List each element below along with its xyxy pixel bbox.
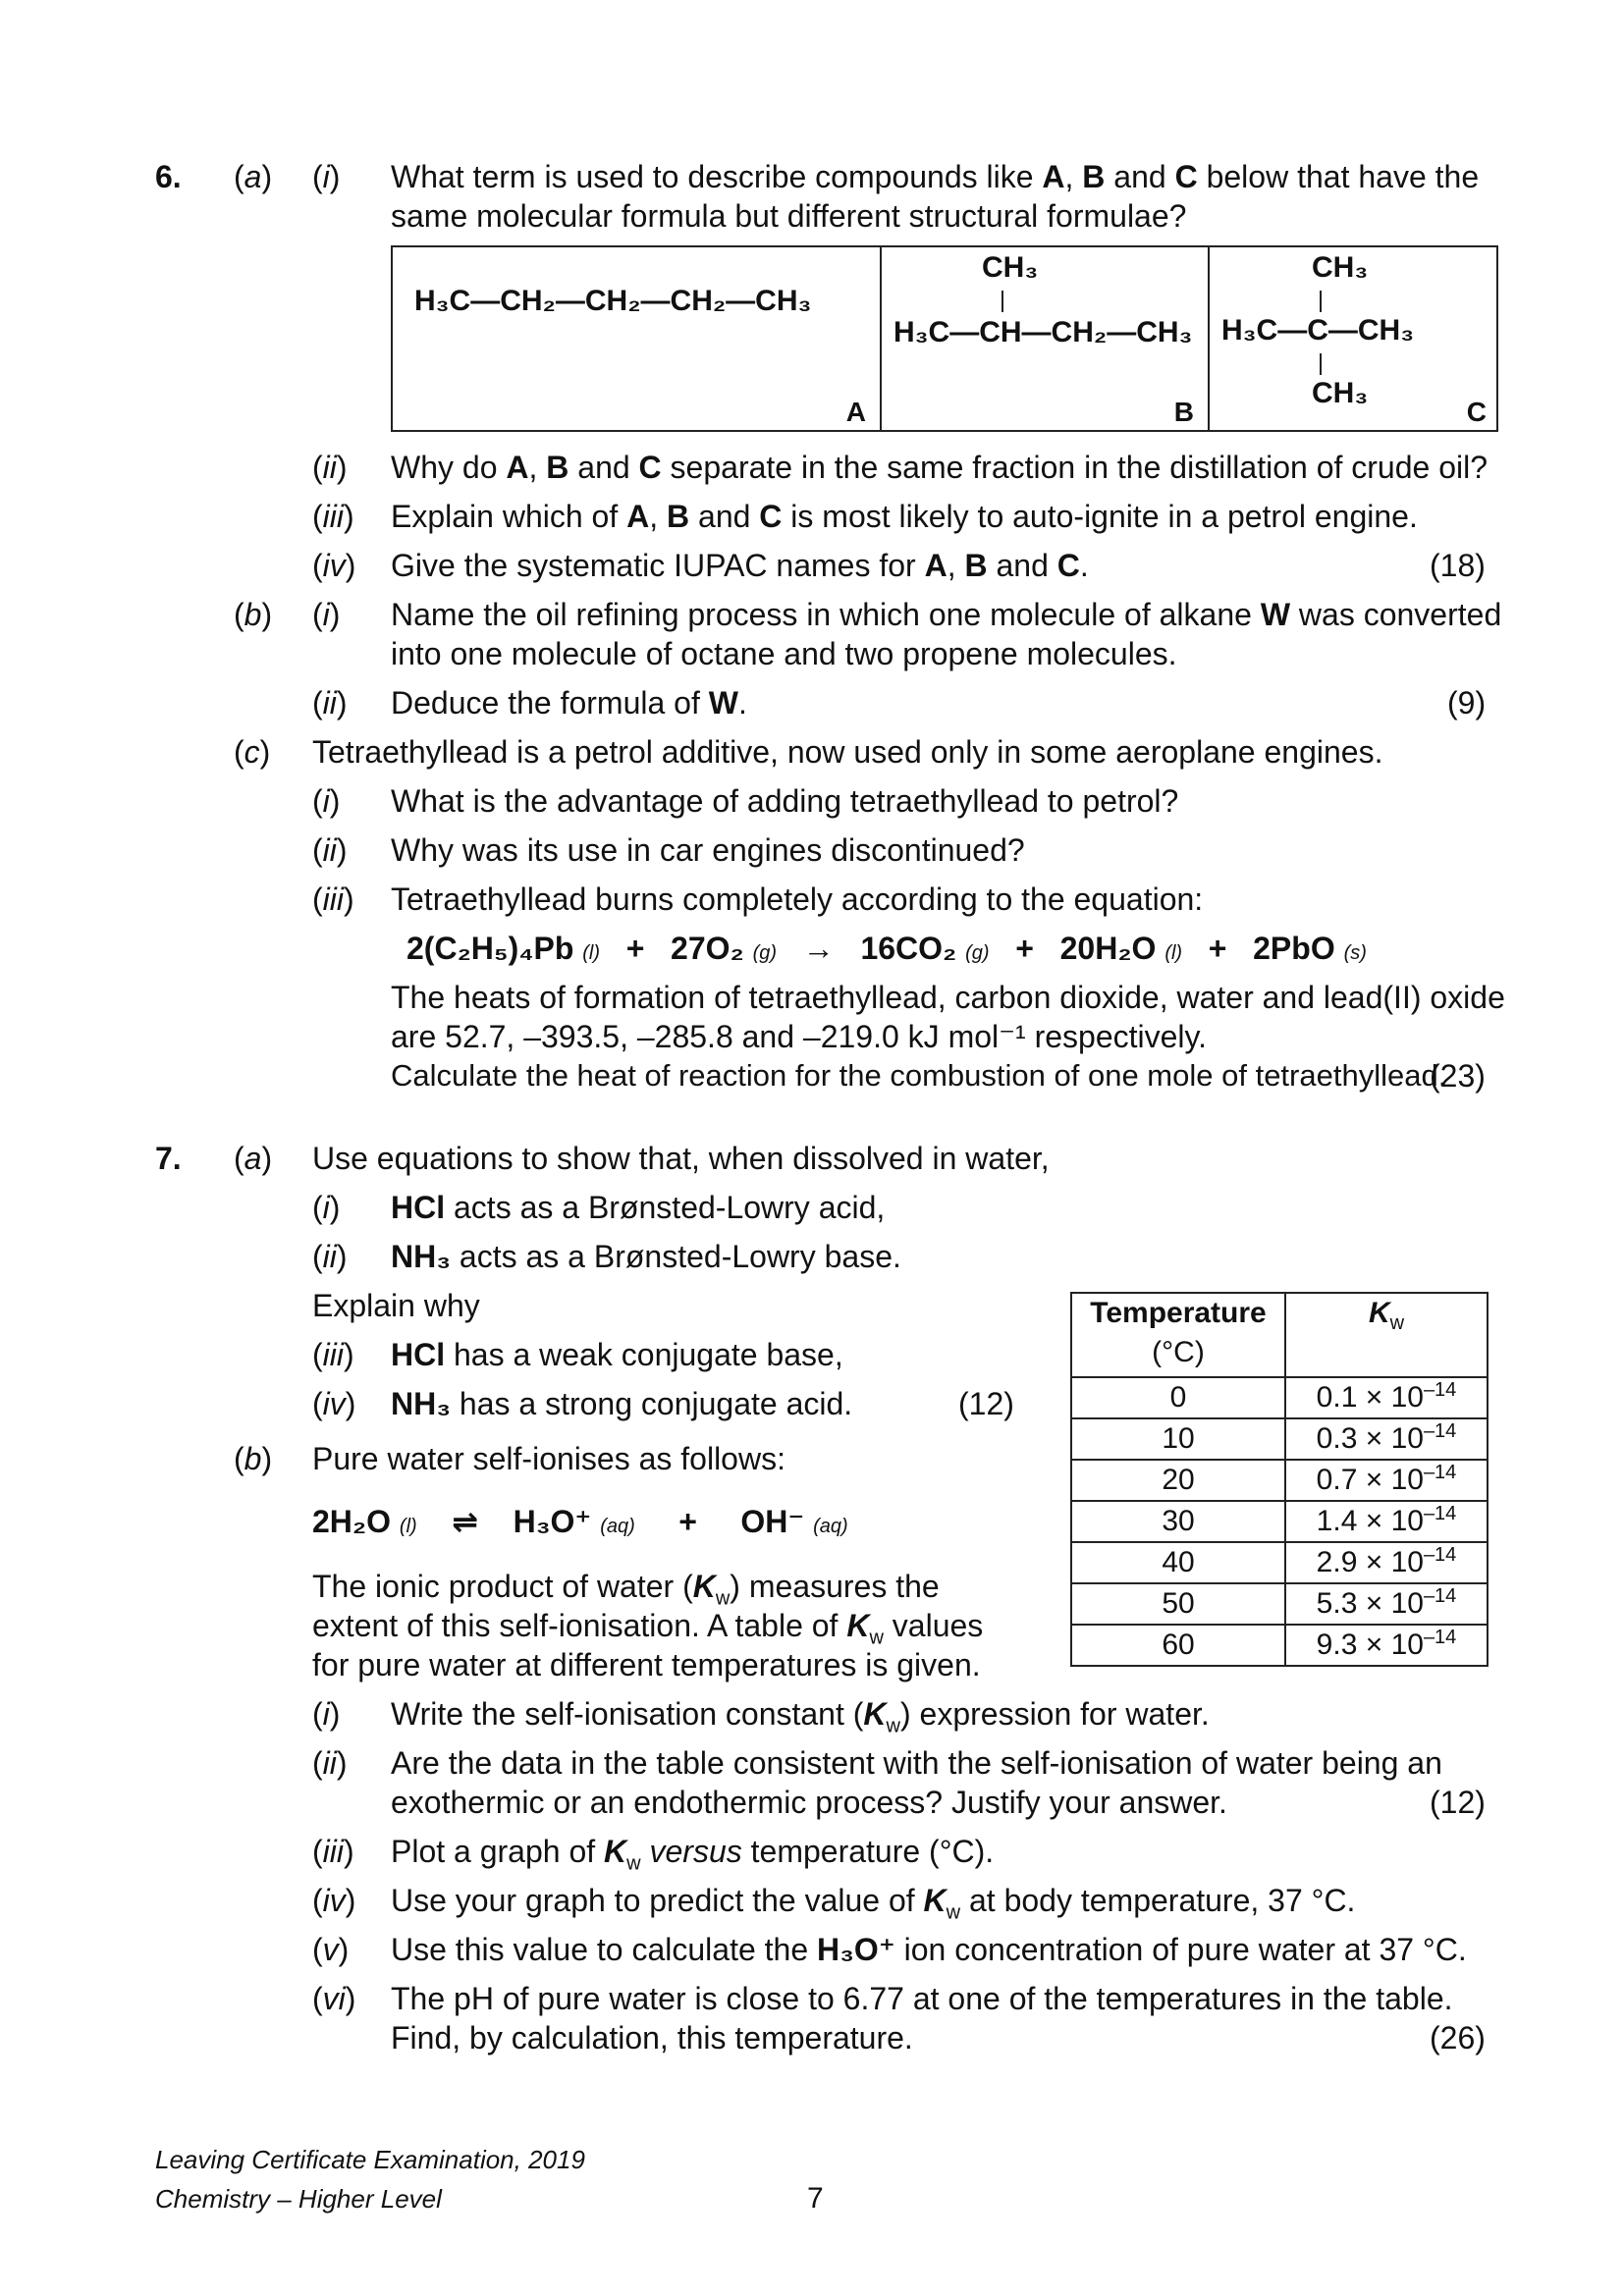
- q6c-label: (c): [234, 734, 271, 770]
- q7bii-line1: Are the data in the table consistent with the self-ionisation of water being an: [391, 1745, 1442, 1781]
- q7a-marks: (12): [958, 1386, 1014, 1421]
- q7b-para1: The ionic product of water $(K_w)$ measures the: [312, 1569, 940, 1610]
- temp-cell: 10: [1071, 1418, 1285, 1460]
- q7b-para3: for pure water at different temperatures is given.: [312, 1647, 981, 1682]
- bond-line: [1320, 291, 1322, 312]
- q7b-intro: Pure water self-ionises as follows:: [312, 1441, 785, 1476]
- q6a-label: (a): [234, 159, 273, 194]
- q6c-intro: Tetraethyllead is a petrol additive, now used only in some aeroplane engines.: [312, 734, 1383, 770]
- footer-subject: Chemistry – Higher Level: [155, 2184, 442, 2214]
- structures-table: [391, 245, 1498, 432]
- structure-a-cell: [393, 247, 882, 430]
- structure-b-formula: H₃C—CH—CH₂—CH₃: [893, 316, 1193, 348]
- q6aiv-label: (iv): [312, 548, 356, 583]
- q6ciii-text: Tetraethyllead burns completely according to the equation:: [391, 881, 1204, 917]
- structure-c-cell: [1210, 247, 1500, 430]
- q6aii-text: Why do A, B and C separate in the same fraction in the distillation of crude oil?: [391, 450, 1489, 485]
- temp-cell: 60: [1071, 1625, 1285, 1666]
- footer-exam-title: Leaving Certificate Examination, 2019: [155, 2145, 585, 2174]
- structure-c-label: C: [1466, 397, 1487, 427]
- page-number: 7: [807, 2182, 824, 2215]
- q6bi-line1: Name the oil refining process in which one molecule of alkane W was converted: [391, 597, 1502, 632]
- q6bii-label: (ii): [312, 685, 348, 721]
- q7aiv-label: (iv): [312, 1386, 356, 1421]
- kw-cell: $0.7 \times 10^{-14}$: [1285, 1460, 1488, 1501]
- q7a-intro: Use equations to show that, when dissolved in water,: [312, 1141, 1050, 1176]
- self-ionisation-equation: 2H₂O (l) ⇌ H₃O⁺ (aq) + OH⁻ (aq): [312, 1504, 848, 1539]
- table-row: [1071, 1460, 1488, 1501]
- q7biv-text: Use your graph to predict the value of $K_w$ at body temperature, 37 °C.: [391, 1883, 1356, 1924]
- q7aiii-label: (iii): [312, 1337, 354, 1372]
- q7ai-text: HCl acts as a Brønsted-Lowry acid,: [391, 1190, 886, 1225]
- q6ai-line1: What term is used to describe compounds like A, B and C below that have the: [391, 159, 1480, 194]
- q7bv-text: Use this value to calculate the H₃O⁺ ion concentration of pure water at 37 °C.: [391, 1932, 1467, 1967]
- temp-cell: 0: [1071, 1377, 1285, 1418]
- q6c-para1: The heats of formation of tetraethyllead, carbon dioxide, water and lead(II) oxide: [391, 980, 1505, 1015]
- q7aii-label: (ii): [312, 1239, 348, 1274]
- kw-header: $K_w$: [1285, 1293, 1488, 1377]
- q6ai-line2: same molecular formula but different structural formulae?: [391, 198, 1187, 234]
- kw-table: [1070, 1292, 1489, 1667]
- q6c-para2: are 52.7, –393.5, –285.8 and –219.0 kJ mol⁻¹ respectively.: [391, 1019, 1208, 1054]
- q7biv-label: (iv): [312, 1883, 356, 1918]
- q6b-label: (b): [234, 597, 273, 632]
- bond-line: [1320, 353, 1322, 375]
- kw-cell: $0.3 \times 10^{-14}$: [1285, 1418, 1488, 1460]
- q7aiii-text: HCl has a weak conjugate base,: [391, 1337, 843, 1372]
- q6ciii-label: (iii): [312, 881, 354, 917]
- q7ai-label: (i): [312, 1190, 341, 1225]
- q6cii-text: Why was its use in car engines discontinued?: [391, 832, 1025, 868]
- q6ai-label: (i): [312, 159, 341, 194]
- temp-cell: 20: [1071, 1460, 1285, 1501]
- q7-number: 7.: [155, 1141, 182, 1176]
- q6-number: 6.: [155, 159, 182, 194]
- q6aii-label: (ii): [312, 450, 348, 485]
- kw-cell: $1.4 \times 10^{-14}$: [1285, 1501, 1488, 1542]
- q7bi-label: (i): [312, 1696, 341, 1732]
- temp-cell: 40: [1071, 1542, 1285, 1583]
- kw-cell: $5.3 \times 10^{-14}$: [1285, 1583, 1488, 1625]
- q6aiii-label: (iii): [312, 499, 354, 534]
- q7bi-text: Write the self-ionisation constant $(K_w)$ expression for water.: [391, 1696, 1210, 1737]
- q6bi-label: (i): [312, 597, 341, 632]
- q7bv-label: (v): [312, 1932, 350, 1967]
- q7biii-text: Plot a graph of $K_w$ versus temperature (°C).: [391, 1834, 995, 1875]
- combustion-equation: 2(C₂H₅)₄Pb (l) + 27O₂ (g) → 16CO₂ (g) + 20H₂O (l) + 2PbO (s): [406, 931, 1367, 966]
- q7aiv-text: NH₃ has a strong conjugate acid.: [391, 1386, 853, 1421]
- table-row: [1071, 1583, 1488, 1625]
- q6c-para3: Calculate the heat of reaction for the combustion of one mole of tetraethyllead.: [391, 1058, 1447, 1093]
- table-row: [1071, 1501, 1488, 1542]
- q6cii-label: (ii): [312, 832, 348, 868]
- table-row: [1071, 1377, 1488, 1418]
- structure-c-branch-bottom: CH₃: [1312, 377, 1369, 409]
- structure-b-branch: CH₃: [982, 251, 1039, 284]
- q6b-marks: (9): [1447, 685, 1487, 721]
- kw-cell: $9.3 \times 10^{-14}$: [1285, 1625, 1488, 1666]
- kw-cell: $0.1 \times 10^{-14}$: [1285, 1377, 1488, 1418]
- temperature-header: Temperature (°C): [1071, 1293, 1285, 1377]
- structure-a-label: A: [845, 397, 866, 427]
- q7a-explain: Explain why: [312, 1288, 480, 1323]
- structure-c-formula: H₃C—C—CH₃: [1221, 314, 1415, 347]
- structure-a-formula: H₃C—CH₂—CH₂—CH₂—CH₃: [414, 285, 812, 317]
- table-row: [1071, 1418, 1488, 1460]
- structure-b-label: B: [1173, 397, 1194, 427]
- q7bvi-line2: Find, by calculation, this temperature.: [391, 2020, 913, 2056]
- table-header-row: [1071, 1293, 1488, 1377]
- q7aii-text: NH₃ acts as a Brønsted-Lowry base.: [391, 1239, 901, 1274]
- kw-cell: $2.9 \times 10^{-14}$: [1285, 1542, 1488, 1583]
- q6a-marks: (18): [1430, 548, 1486, 583]
- q7bii-line2: exothermic or an endothermic process? Justify your answer.: [391, 1785, 1227, 1820]
- q6bii-text: Deduce the formula of W.: [391, 685, 747, 721]
- q6ci-text: What is the advantage of adding tetraethyllead to petrol?: [391, 783, 1179, 819]
- table-row: [1071, 1542, 1488, 1583]
- q6aiv-text: Give the systematic IUPAC names for A, B and C.: [391, 548, 1089, 583]
- q6ci-label: (i): [312, 783, 341, 819]
- q7bvi-line1: The pH of pure water is close to 6.77 at one of the temperatures in the table.: [391, 1981, 1453, 2016]
- q6bi-line2: into one molecule of octane and two propene molecules.: [391, 636, 1177, 671]
- q6aiii-text: Explain which of A, B and C is most likely to auto-ignite in a petrol engine.: [391, 499, 1418, 534]
- temp-cell: 50: [1071, 1583, 1285, 1625]
- q7b-label: (b): [234, 1441, 273, 1476]
- table-row: [1071, 1625, 1488, 1666]
- q7b-marks-26: (26): [1430, 2020, 1486, 2056]
- q6c-marks: (23): [1430, 1058, 1486, 1094]
- q7b-para2: extent of this self-ionisation. A table of $K_w$ values: [312, 1608, 984, 1649]
- q7b-marks-12: (12): [1430, 1785, 1486, 1820]
- q7bii-label: (ii): [312, 1745, 348, 1781]
- temp-cell: 30: [1071, 1501, 1285, 1542]
- structure-b-cell: [882, 247, 1210, 430]
- q7a-label: (a): [234, 1141, 273, 1176]
- q7biii-label: (iii): [312, 1834, 354, 1869]
- q7bvi-label: (vi): [312, 1981, 356, 2016]
- structure-c-branch-top: CH₃: [1312, 251, 1369, 284]
- bond-line: [1001, 291, 1003, 312]
